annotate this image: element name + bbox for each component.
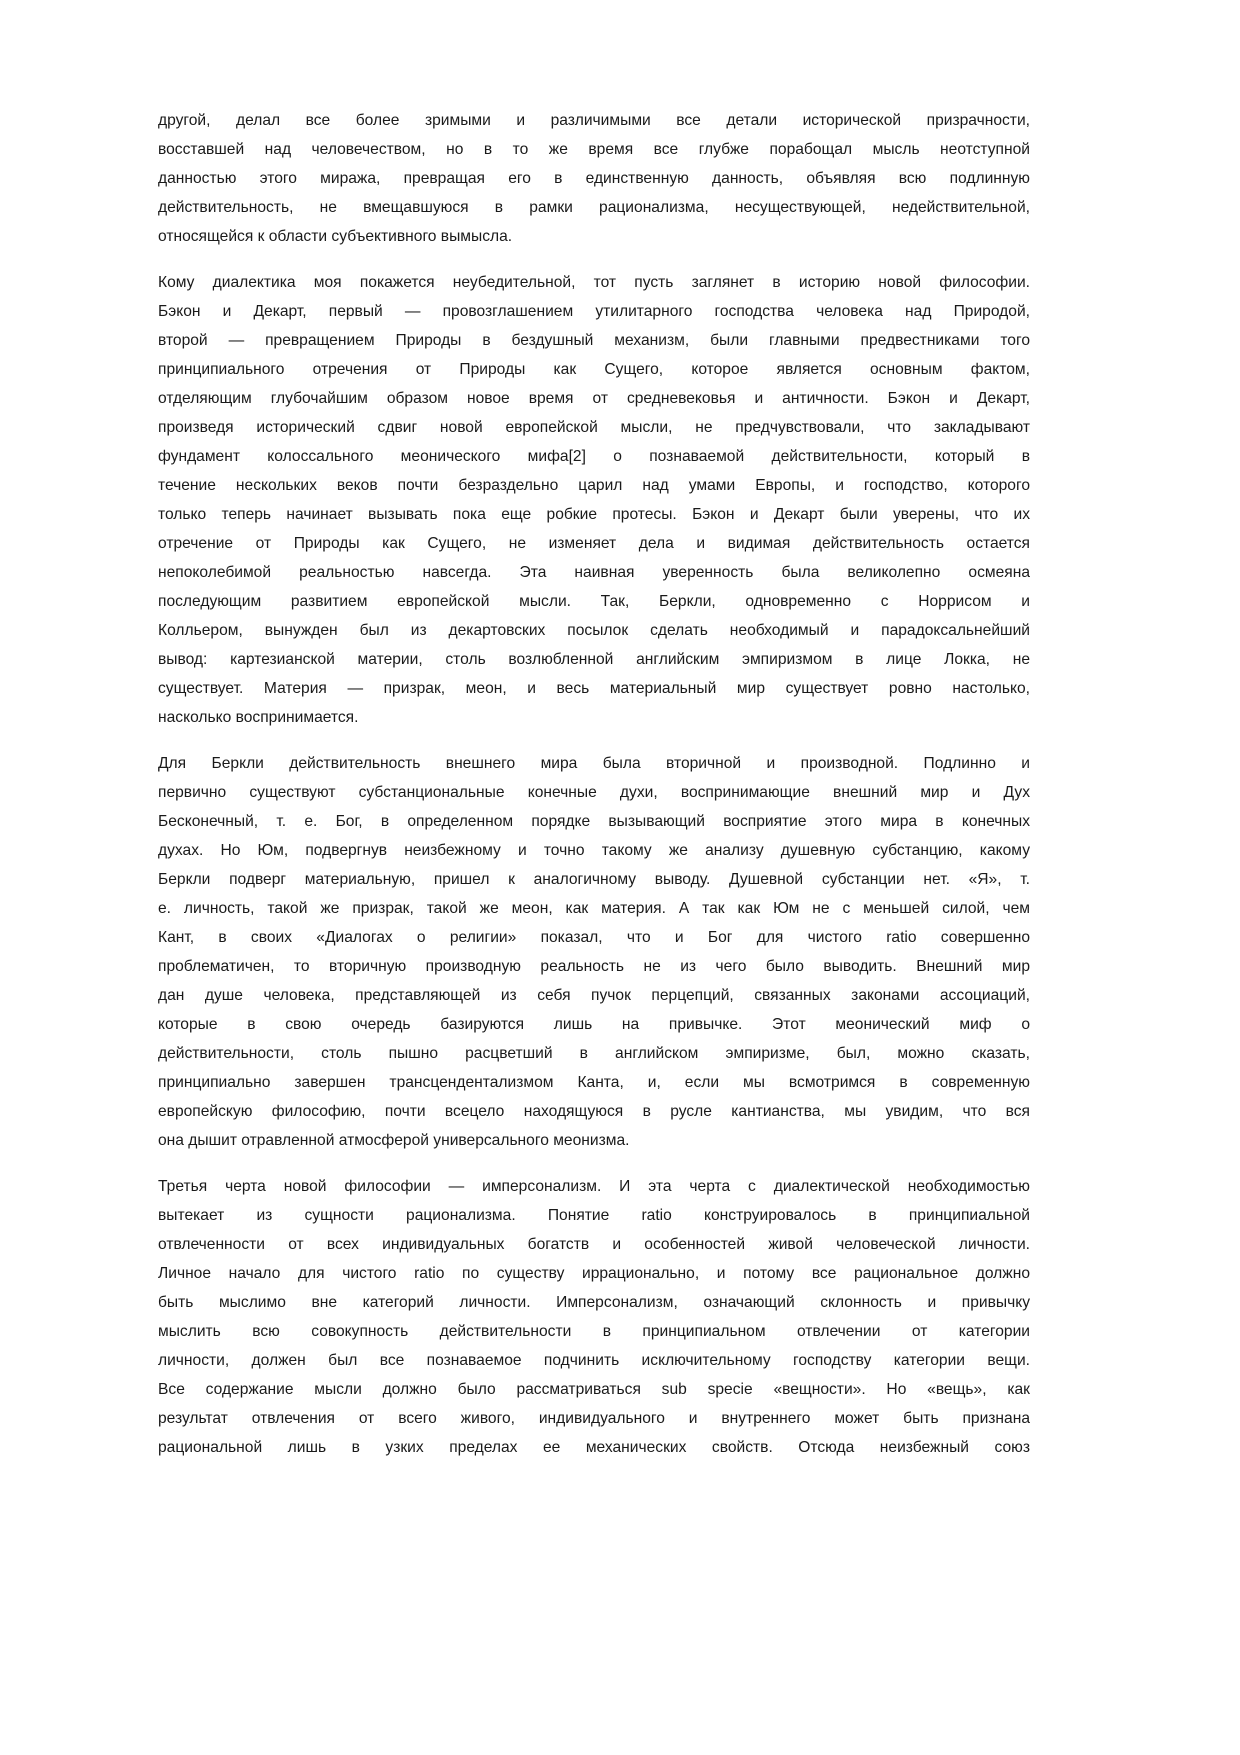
text-line: мыслить всю совокупность действительности в принципиальном отвлечении от категории	[158, 1323, 1030, 1340]
text-line: отречение от Природы как Сущего, не изменяет дела и видимая действительность остается	[158, 535, 1030, 552]
text-line: Для Беркли действительность внешнего мира была вторичной и производной. Подлинно и	[158, 755, 1030, 772]
text-line: течение нескольких веков почти безраздельно царил над умами Европы, и господство, которого	[158, 477, 1030, 494]
text-line: Личное начало для чистого ratio по существу иррационально, и потому все рациональное должно	[158, 1265, 1030, 1282]
text-line: духах. Но Юм, подвергнув неизбежному и точно такому же анализу душевную субстанцию, какому	[158, 842, 1030, 859]
paragraph	[158, 1172, 1030, 1462]
text-line: фундамент колоссального меонического мифа[2] о познаваемой действительности, который в	[158, 448, 1030, 465]
text-line: рациональной лишь в узких пределах ее механических свойств. Отсюда неизбежный союз	[158, 1439, 1030, 1456]
text-line: она дышит отравленной атмосферой универсального меонизма.	[158, 1132, 630, 1149]
text-line: быть мыслимо вне категорий личности. Имперсонализм, означающий склонность и привычку	[158, 1294, 1030, 1311]
text-line: Третья черта новой философии — имперсонализм. И эта черта с диалектической необходимостью	[158, 1178, 1030, 1195]
text-line: последующим развитием европейской мысли. Так, Беркли, одновременно с Норрисом и	[158, 593, 1030, 610]
text-line: существует. Материя — призрак, меон, и весь материальный мир существует ровно настолько,	[158, 680, 1030, 697]
text-line: отделяющим глубочайшим образом новое время от средневековья и античности. Бэкон и Декарт,	[158, 390, 1030, 407]
text-line: Кант, в своих «Диалогах о религии» показал, что и Бог для чистого ratio совершенно	[158, 929, 1030, 946]
text-line: непоколебимой реальностью навсегда. Эта наивная уверенность была великолепно осмеяна	[158, 564, 1030, 581]
text-line: второй — превращением Природы в бездушный механизм, были главными предвестниками того	[158, 332, 1030, 349]
text-line: отвлеченности от всех индивидуальных богатств и особенностей живой человеческой личности.	[158, 1236, 1030, 1253]
paragraph	[158, 268, 1030, 732]
text-line: восставшей над человечеством, но в то же время все глубже порабощал мысль неотступной	[158, 141, 1030, 158]
text-line: европейскую философию, почти всецело находящуюся в русле кантианства, мы увидим, что вся	[158, 1103, 1030, 1120]
text-line: вытекает из сущности рационализма. Понятие ratio конструировалось в принципиальной	[158, 1207, 1030, 1224]
text-line: данностью этого миража, превращая его в единственную данность, объявляя всю подлинную	[158, 170, 1030, 187]
text-line: Бесконечный, т. е. Бог, в определенном порядке вызывающий восприятие этого мира в конечных	[158, 813, 1030, 830]
text-line: принципиального отречения от Природы как Сущего, которое является основным фактом,	[158, 361, 1030, 378]
text-line: Кому диалектика моя покажется неубедительной, тот пусть заглянет в историю новой философии.	[158, 274, 1030, 291]
paragraph	[158, 749, 1030, 1155]
text-line: дан душе человека, представляющей из себя пучок перцепций, связанных законами ассоциаций,	[158, 987, 1030, 1004]
text-line: вывод: картезианской материи, столь возлюбленной английским эмпиризмом в лице Локка, не	[158, 651, 1030, 668]
text-line: Колльером, вынужден был из декартовских посылок сделать необходимый и парадоксальнейший	[158, 622, 1030, 639]
text-line: насколько воспринимается.	[158, 709, 359, 726]
text-line: другой, делал все более зримыми и различимыми все детали исторической призрачности,	[158, 112, 1030, 129]
text-line: действительности, столь пышно расцветший в английском эмпиризме, был, можно сказать,	[158, 1045, 1030, 1062]
text-line: е. личность, такой же призрак, такой же меон, как материя. А так как Юм не с меньшей силой, чем	[158, 900, 1030, 917]
document-page	[158, 106, 1030, 1479]
text-line: действительность, не вмещавшуюся в рамки рационализма, несуществующей, недействительной,	[158, 199, 1030, 216]
text-line: проблематичен, то вторичную производную реальность не из чего было выводить. Внешний мир	[158, 958, 1030, 975]
text-line: Все содержание мысли должно было рассматриваться sub specie «вещности». Но «вещь», как	[158, 1381, 1030, 1398]
text-line: Беркли подверг материальную, пришел к аналогичному выводу. Душевной субстанции нет. «Я», т.	[158, 871, 1030, 888]
text-line: относящейся к области субъективного вымысла.	[158, 228, 513, 245]
text-line: только теперь начинает вызывать пока еще робкие протесы. Бэкон и Декарт были уверены, что их	[158, 506, 1030, 523]
text-line: личности, должен был все познаваемое подчинить исключительному господству категории вещи.	[158, 1352, 1030, 1369]
text-line: принципиально завершен трансцендентализмом Канта, и, если мы всмотримся в современную	[158, 1074, 1030, 1091]
text-line: первично существуют субстанциональные конечные духи, воспринимающие внешний мир и Дух	[158, 784, 1030, 801]
text-line: которые в свою очередь базируются лишь на привычке. Этот меонический миф о	[158, 1016, 1030, 1033]
text-line: Бэкон и Декарт, первый — провозглашением утилитарного господства человека над Природой,	[158, 303, 1030, 320]
text-line: результат отвлечения от всего живого, индивидуального и внутреннего может быть признана	[158, 1410, 1030, 1427]
paragraph	[158, 106, 1030, 251]
text-line: произведя исторический сдвиг новой европейской мысли, не предчувствовали, что закладывают	[158, 419, 1030, 436]
